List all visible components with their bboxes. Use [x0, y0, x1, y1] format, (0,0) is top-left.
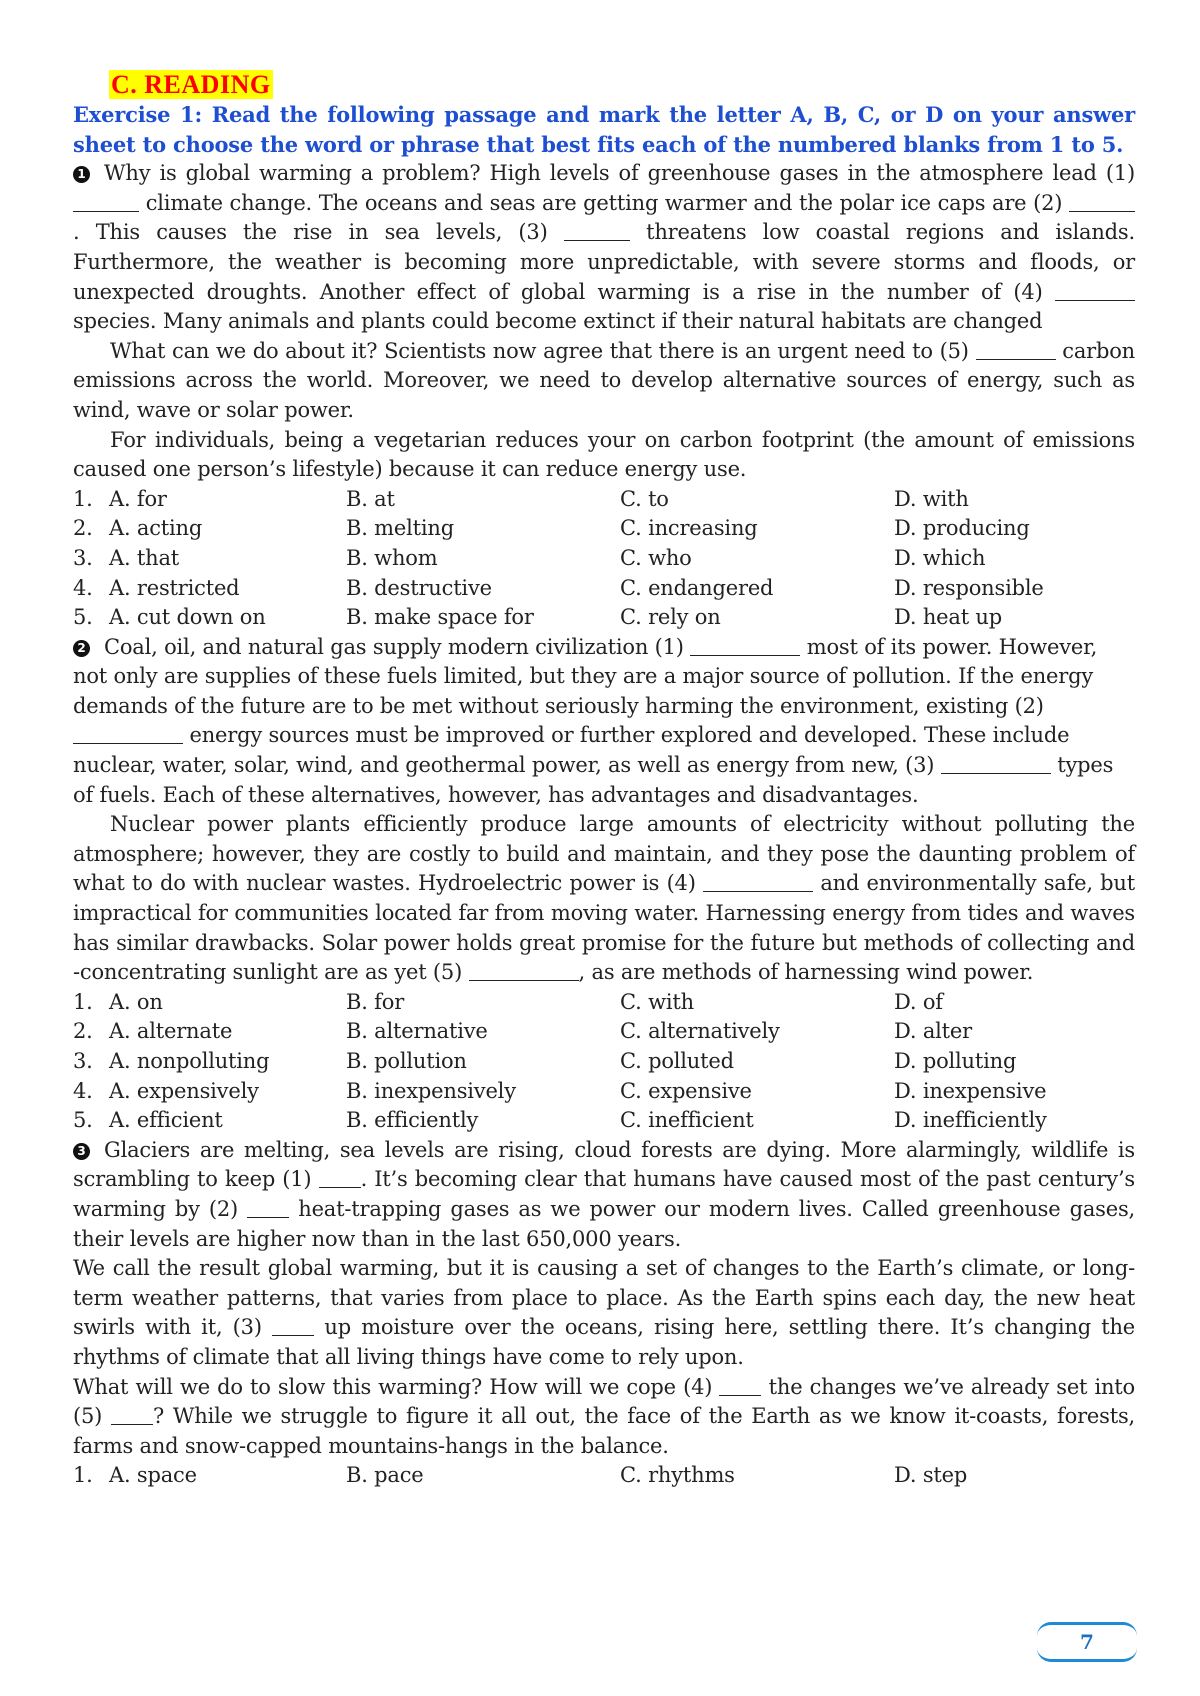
option-c: C. rhythms [620, 1463, 735, 1488]
answer-blank [469, 962, 579, 981]
passage-text: and environmentally safe, but impractical for communities located far from moving water. Harnessing energy from tides and waves has similar drawbacks. Solar power holds great promise for the future but methods of collecting and -concentrating sunlight are as yet (5) [73, 871, 1135, 985]
option-d: D. inexpensive [894, 1078, 1047, 1103]
option-c: C. inefficient [620, 1108, 754, 1133]
passage-1-options [73, 485, 1135, 633]
option-d: D. heat up [894, 605, 1002, 630]
passage-2-paragraph-2 [73, 810, 1135, 988]
option-b: B. pollution [346, 1049, 467, 1073]
question-number: 3. [73, 545, 93, 570]
question-number: 4. [73, 575, 93, 600]
option-d: D. producing [894, 516, 1030, 541]
option-c: C. expensive [620, 1078, 752, 1103]
option-a: A. efficient [109, 1108, 223, 1133]
question-number: 5. [73, 605, 93, 630]
passage-2-paragraph-1 [73, 633, 1135, 811]
answer-blank [1069, 193, 1135, 212]
exercise-instruction: Exercise 1: Read the following passage and mark the letter A, B, C, or D on your answer sheet to choose the word or phrase that best fits each of the numbered blanks from 1 to 5. [73, 102, 1135, 157]
option-c: C. polluted [620, 1049, 734, 1073]
passage-text: types of fuels. Each of these alternatives, however, has advantages and disadvantages. [73, 753, 1114, 807]
option-c: C. to [620, 486, 669, 511]
answer-blank [564, 222, 630, 241]
passage-3-options [73, 1461, 1135, 1491]
question-number: 1. [73, 1463, 93, 1488]
option-b: B. make space for [346, 605, 534, 630]
passage-text: . This causes the rise in sea levels, (3) [73, 220, 564, 245]
question-options-row [73, 514, 1135, 544]
option-d: D. step [894, 1463, 968, 1488]
passage-text: Glaciers are melting, sea levels are rising, cloud forests are dying. More alarmingly, wildlife is scrambling to keep (1) [73, 1137, 1135, 1192]
option-c: C. endangered [620, 575, 774, 600]
option-a: A. that [109, 545, 180, 570]
passage-1-paragraph-2 [73, 337, 1135, 426]
answer-blank [690, 637, 800, 656]
answer-blank [976, 341, 1056, 360]
passage-text: . It’s becoming clear that humans have caused most of the past century’s warming by (2) [73, 1167, 1135, 1221]
passage-3-paragraph-3 [73, 1373, 1135, 1462]
passage-text: carbon emissions across the world. Moreover, we need to develop alternative sources of energy, such as wind, wave or solar power. [73, 338, 1135, 422]
passage-text: the changes we’ve already set into (5) [73, 1374, 1135, 1429]
passage-text: Coal, oil, and natural gas supply modern civilization (1) [104, 634, 691, 659]
passage-text: Why is global warming a problem? High levels of greenhouse gases in the atmosphere lead (1) [104, 161, 1135, 186]
question-number: 2. [73, 1019, 93, 1044]
option-c: C. increasing [620, 516, 758, 541]
answer-blank [111, 1406, 153, 1425]
passage-text: What can we do about it? Scientists now agree that there is an urgent need to (5) [110, 338, 976, 363]
option-a: A. alternate [109, 1019, 233, 1044]
question-options-row [73, 544, 1135, 574]
option-c: C. alternatively [620, 1019, 780, 1044]
option-a: A. expensively [109, 1078, 259, 1103]
answer-blank [1055, 282, 1135, 301]
passage-1-paragraph-3: For individuals, being a vegetarian reduces your on carbon footprint (the amount of emissions caused one person’s lifestyle) because it can reduce energy use. [73, 427, 1135, 482]
question-number: 1. [73, 486, 93, 511]
section-title [109, 70, 1135, 100]
option-d: D. which [894, 545, 986, 570]
option-b: B. melting [346, 516, 454, 541]
question-options-row [73, 485, 1135, 515]
page-number: 7 [1037, 1622, 1137, 1662]
answer-blank [703, 873, 813, 892]
question-options-row [73, 988, 1135, 1018]
passage-3-paragraph-1 [73, 1136, 1135, 1254]
option-b: B. whom [346, 545, 438, 570]
passage-number-badge: 2 [73, 640, 90, 657]
answer-blank [272, 1317, 314, 1336]
passage-2-options [73, 988, 1135, 1136]
option-b: B. efficiently [346, 1108, 479, 1133]
option-a: A. cut down on [109, 605, 266, 630]
passage-text: most of its power. However, not only are supplies of these fuels limited, but they are a major source of pollution. If the energy demands of the future are to be met without seriously harming the environment, existing (2) [73, 634, 1098, 718]
answer-blank [319, 1169, 361, 1188]
option-a: A. for [109, 486, 167, 511]
answer-blank [73, 193, 139, 212]
answer-blank [247, 1199, 289, 1218]
question-options-row [73, 1461, 1135, 1491]
question-number: 3. [73, 1049, 93, 1073]
question-options-row [73, 1106, 1135, 1136]
option-b: B. pace [346, 1463, 424, 1488]
passage-text: , as are methods of harnessing wind power. [578, 960, 1034, 985]
passage-text: Nuclear power plants efficiently produce large amounts of electricity without polluting the atmosphere; however, they are costly to build and maintain, and they pose the daunting problem of what to do with nuclear wastes. Hydroelectric power is (4) [73, 812, 1135, 896]
question-options-row [73, 603, 1135, 633]
option-b: B. inexpensively [346, 1078, 516, 1103]
option-d: D. of [894, 989, 943, 1014]
option-d: D. alter [894, 1019, 972, 1044]
option-d: D. polluting [894, 1049, 1017, 1073]
option-b: B. alternative [346, 1019, 488, 1044]
option-a: A. on [109, 989, 163, 1014]
option-b: B. for [346, 989, 405, 1014]
option-a: A. nonpolluting [109, 1049, 270, 1073]
passage-text: ? While we struggle to figure it all out, the face of the Earth as we know it-coasts, forests, farms and snow-capped mountains-hangs in the balance. [73, 1404, 1136, 1458]
passage-number-badge: 3 [73, 1143, 90, 1160]
passage-text: species. Many animals and plants could become extinct if their natural habitats are changed [73, 309, 1043, 334]
option-d: D. responsible [894, 575, 1044, 600]
option-a: A. space [109, 1463, 197, 1488]
passage-text: threatens low coastal regions and islands. Furthermore, the weather is becoming more unpredictable, with severe storms and floods, or unexpected droughts. Another effect of global warming is a rise in the number of (4) [73, 220, 1135, 304]
option-a: A. restricted [109, 575, 240, 600]
passage-text: heat-trapping gases as we power our modern lives. Called greenhouse gases, their levels are higher now than in the last 650,000 years. [73, 1196, 1135, 1251]
question-options-row [73, 1017, 1135, 1047]
question-options-row [73, 1077, 1135, 1107]
question-options-row [73, 1047, 1135, 1077]
passage-text: We call the result global warming, but it is causing a set of changes to the Earth’s climate, or long-term weather patterns, that varies from place to place. As the Earth spins each day, the new heat swirls with it, (3) [73, 1256, 1135, 1340]
option-d: D. inefficiently [894, 1108, 1047, 1133]
passage-text: up moisture over the oceans, rising here, settling there. It’s changing the rhythms of climate that all living things have come to rely upon. [73, 1315, 1135, 1369]
passage-number-badge: 1 [73, 166, 90, 183]
option-c: C. who [620, 545, 692, 570]
option-c: C. rely on [620, 605, 721, 630]
section-title-text: C. READING [111, 70, 271, 99]
answer-blank [719, 1377, 761, 1396]
question-number: 1. [73, 989, 93, 1014]
passage-text: What will we do to slow this warming? How will we cope (4) [73, 1374, 720, 1399]
question-number: 2. [73, 516, 93, 541]
passage-text: energy sources must be improved or further explored and developed. These include nuclear, water, solar, wind, and geothermal power, as well as energy from new, (3) [73, 723, 1070, 778]
passage-3-paragraph-2 [73, 1254, 1135, 1372]
option-c: C. with [620, 989, 694, 1014]
answer-blank [73, 725, 183, 744]
option-d: D. with [894, 486, 969, 511]
passage-1-paragraph-1 [73, 159, 1135, 337]
question-number: 4. [73, 1078, 93, 1103]
option-b: B. at [346, 486, 395, 511]
option-a: A. acting [109, 516, 203, 541]
passage-text: climate change. The oceans and seas are getting warmer and the polar ice caps are (2) [139, 190, 1069, 215]
question-number: 5. [73, 1108, 93, 1133]
question-options-row [73, 574, 1135, 604]
document-page [73, 70, 1135, 1491]
answer-blank [941, 755, 1051, 774]
option-b: B. destructive [346, 575, 492, 600]
